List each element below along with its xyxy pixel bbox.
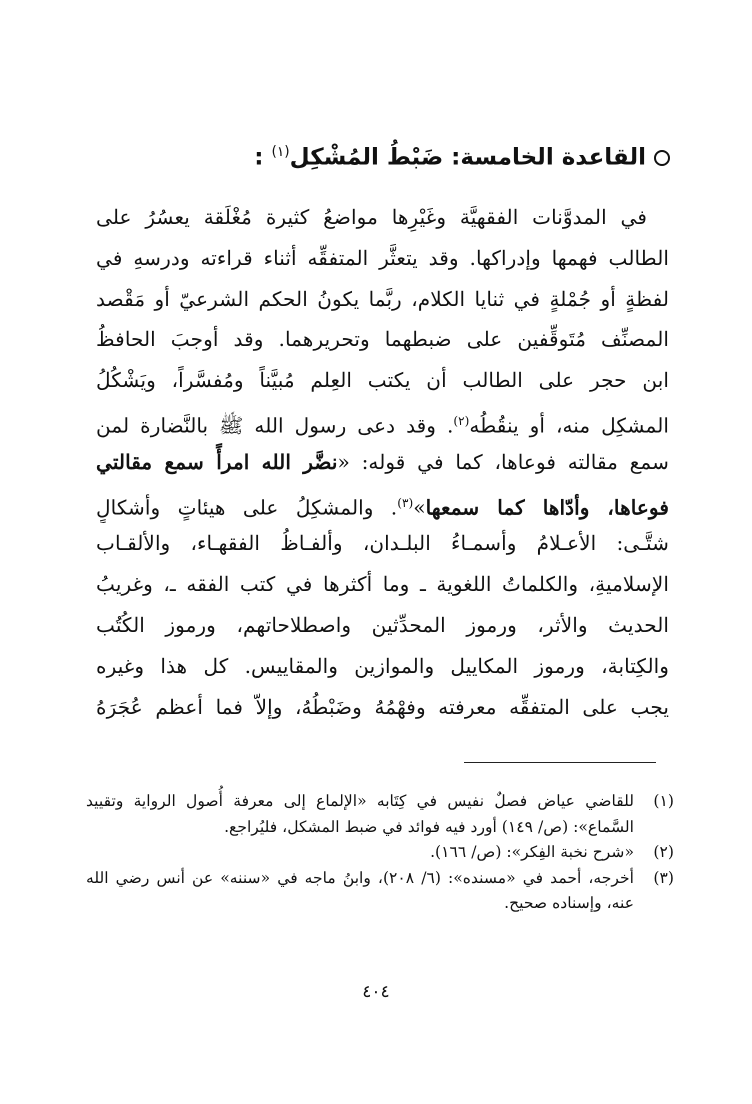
heading-footnote-ref: (١) (271, 144, 290, 160)
footnote-text: أخرجه، أحمد في «مسنده»: (٦/ ٢٠٨)، وابنُ ماجه في «سننه» عن أنس رضي الله عنه، وإسناده صحيح. (86, 868, 634, 912)
heading-text: القاعدة الخامسة: ضَبْطُ المُشْكِل (289, 144, 646, 171)
body-line: ابن حجر على الطالب أن يكتب العِلم مُبيَّناً ومُفسَّراً، ويَشْكُلُ (96, 368, 669, 393)
body-line: يجب على المتفقِّه معرفته وفهْمُهُ وضَبْطُهُ، وإلاّ فما أعظم عُجَرَهُ (96, 694, 669, 719)
footnotes (86, 789, 674, 917)
body-line: سمع مقالته فوعاها، كما في قوله: «نضَّر الله امرأً سمع مقالتي (96, 449, 669, 474)
page-number: ٤٠٤ (362, 982, 390, 1002)
body-paragraph (96, 197, 669, 727)
hadith-quote: نضَّر الله امرأً سمع مقالتي (96, 449, 338, 474)
body-line: شتَّـى: الأعـلامُ وأسمـاءُ البلـدان، وألفـاظُ الفقهـاء، والألقـاب (96, 531, 669, 556)
body-line: الطالب فهمها وإدراكها. وقد يتعثَّر المتفقِّه أثناء قراءته ودرسهِ في (96, 245, 669, 270)
footnote-item (86, 789, 674, 840)
body-line: فوعاها، وأدّاها كما سمعها»$^{(٣)}$. والمشكِلُ على هيئاتٍ وأشكالٍ (96, 495, 669, 520)
footnote-item (86, 866, 674, 917)
footnote-divider (464, 762, 656, 763)
body-line: المصنِّف مُتَوقِّفين على ضبطهما وتحريرهما. وقد أوجبَ الحافظُ (96, 327, 669, 352)
circle-bullet-icon (654, 150, 670, 166)
heading-colon: : (254, 144, 264, 171)
body-line: الإسلاميةِ، والكلماتُ اللغوية ـ وما أكثرها في كتب الفقه ـ، وغريبُ (96, 572, 669, 597)
footnote-number: (١) (653, 792, 674, 810)
footnote-number: (٢) (653, 843, 674, 861)
footnote-text: للقاضي عياض فصلٌ نفيس في كِتَابه «الإلماع إلى معرفة أُصول الرواية وتقييد السَّماع»: (ص/ ١٤٩) أورد فيه فوائد في ضبط المشكل، فليُراجع. (86, 792, 634, 836)
footnote-ref-3: (٣) (397, 495, 414, 510)
hadith-quote-end: فوعاها، وأدّاها كما سمعها (425, 495, 669, 520)
footnote-ref-2: (٢) (453, 413, 470, 428)
body-line: في المدوَّنات الفقهيَّة وغَيْرِها مواضعُ كثيرة مُغْلَقة يعسُرُ على (96, 205, 647, 229)
body-line: الحديث والأثر، ورموز المحدِّثين واصطلاحاتهم، ورموز الكُتُب (96, 612, 669, 637)
footnote-text: «شرح نخبة الفِكر»: (ص/ ١٦٦). (430, 843, 634, 861)
body-line: والكِتابة، ورموز المكاييل والموازين والمقاييس. كل هذا وغيره (96, 653, 669, 678)
body-line: لفظةٍ أو جُمْلةٍ في ثنايا الكلام، ربَّما يكونُ الحكم الشرعيّ أو مَقْصد (96, 286, 669, 311)
section-heading (70, 132, 670, 178)
footnote-number: (٣) (653, 868, 674, 887)
body-line: المشكِل منه، أو ينقُطُه$^{(٢)}$. وقد دعى رسول الله ﷺ بالنَّضارة لمن (96, 413, 669, 438)
footnote-item (86, 840, 674, 866)
